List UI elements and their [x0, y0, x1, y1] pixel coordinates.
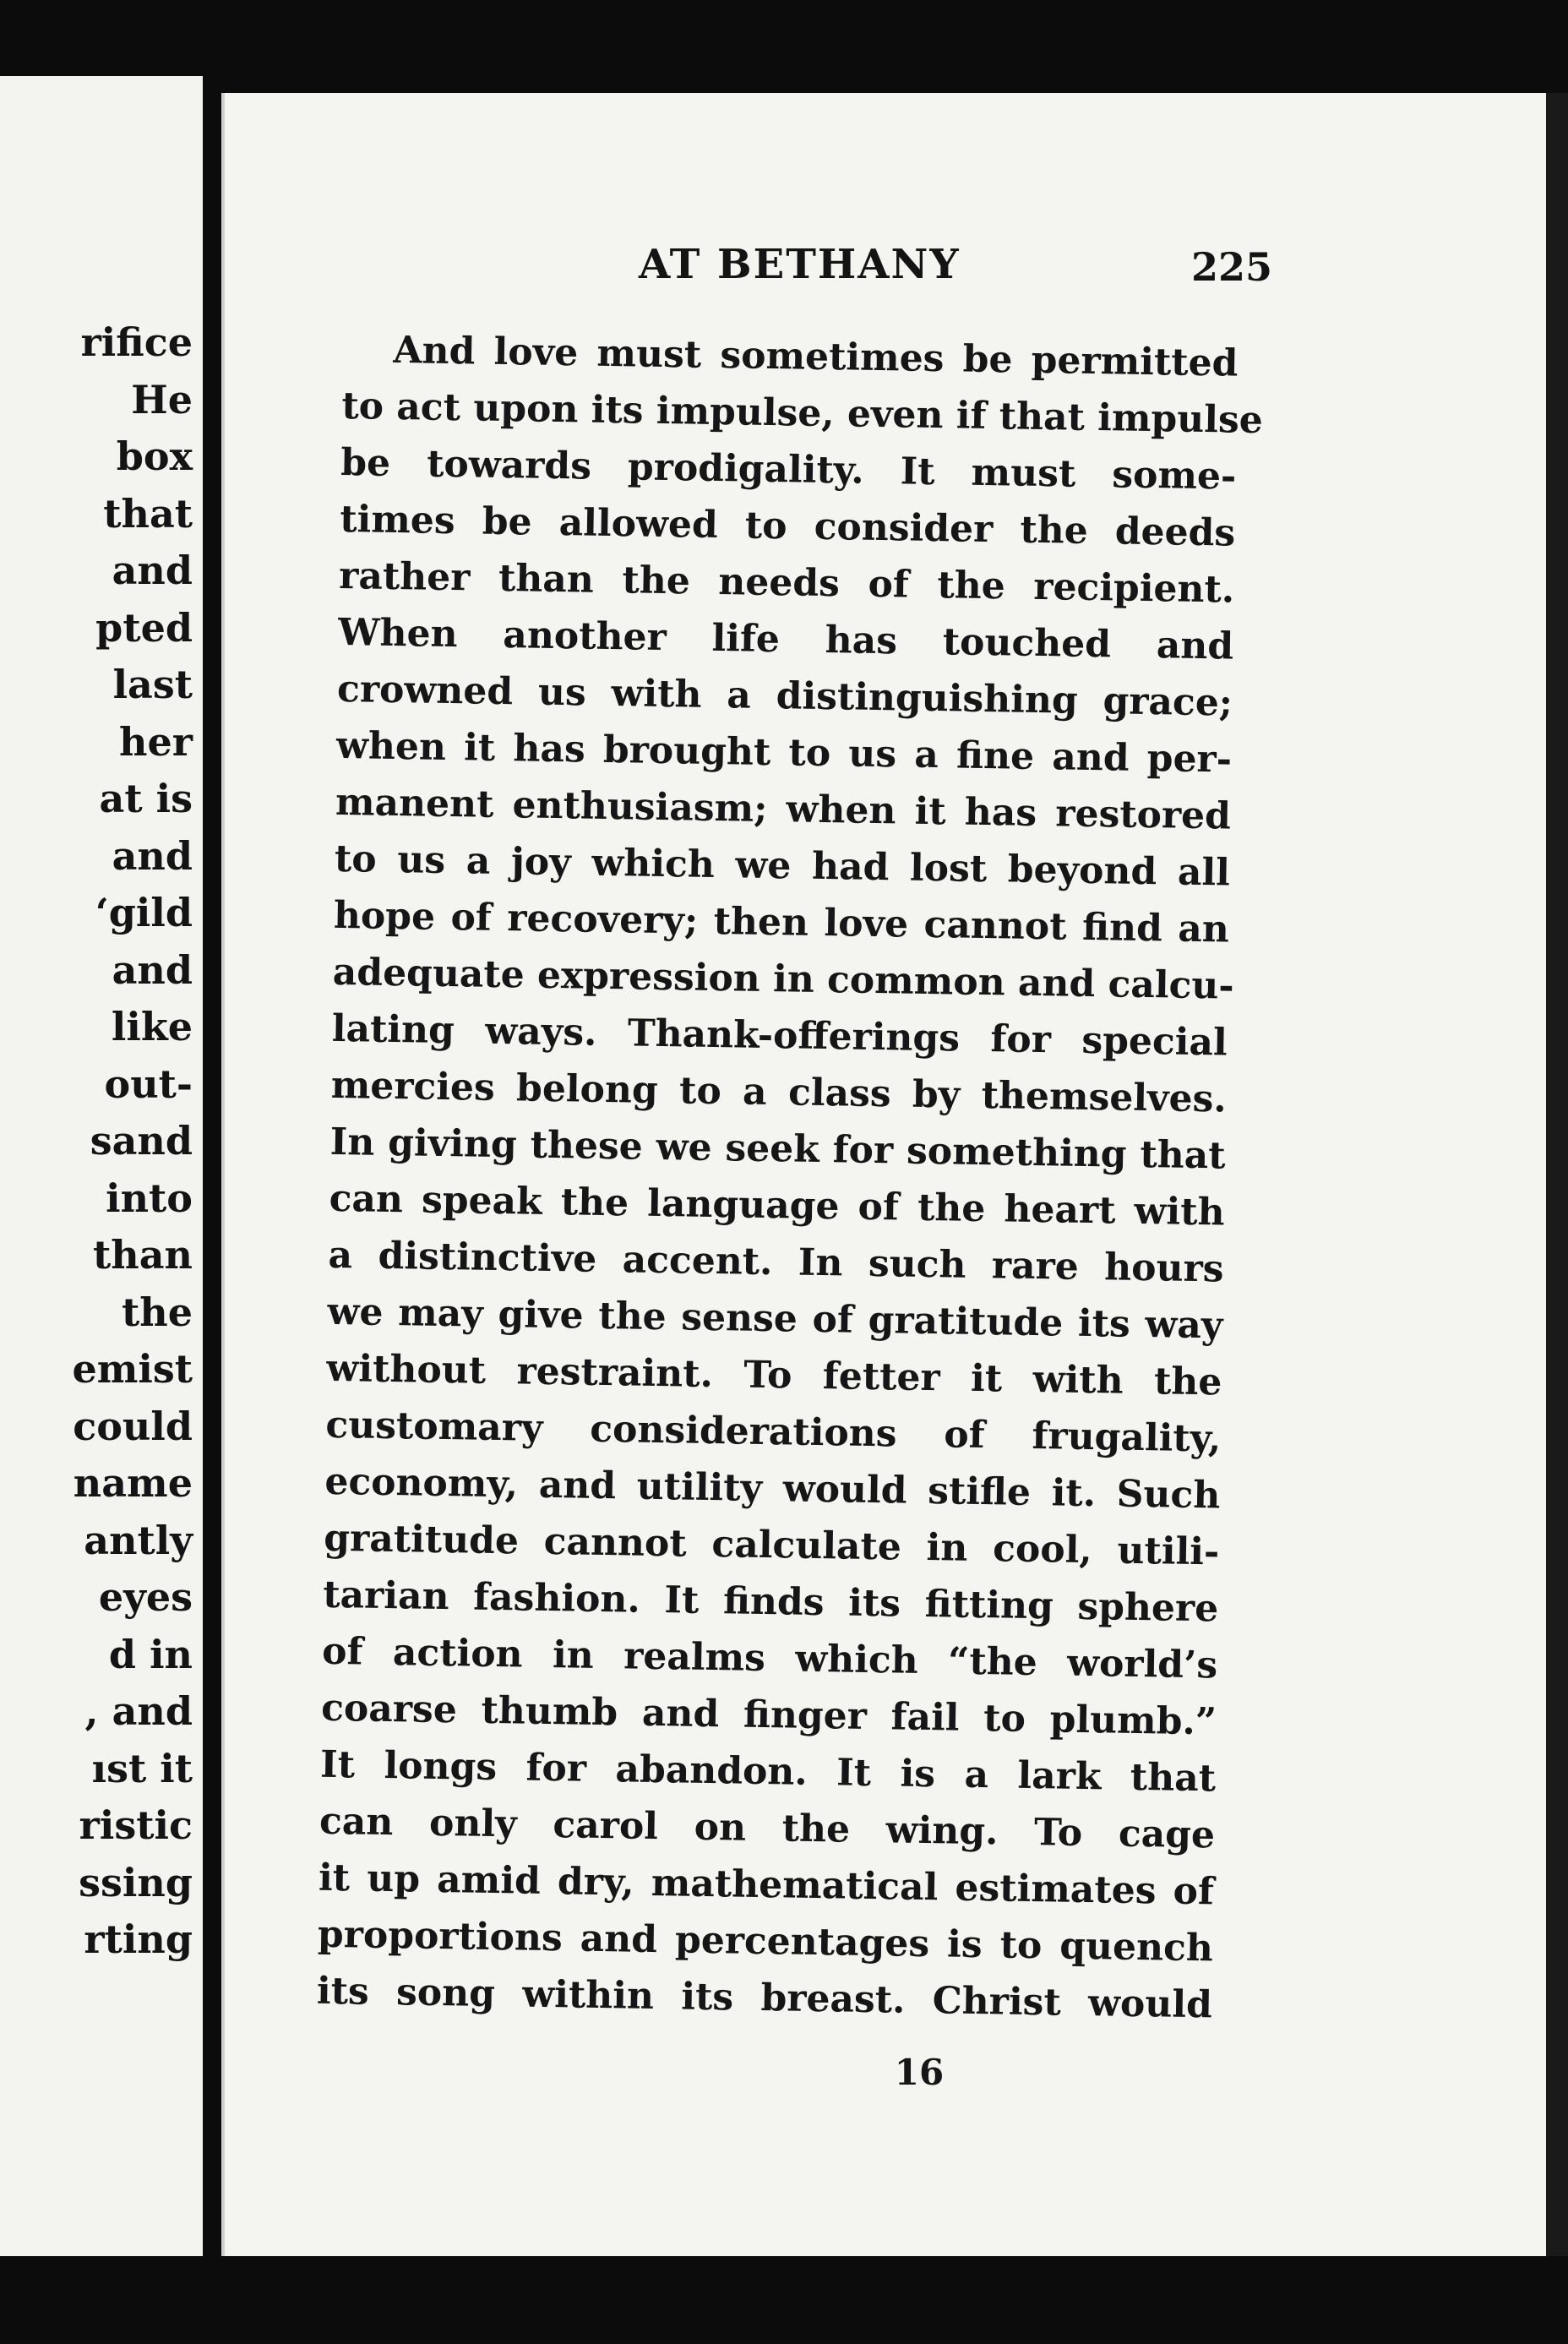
left-facing-page	[0, 76, 203, 2256]
left-page-line: and	[112, 548, 193, 593]
left-page-line: last	[112, 662, 193, 707]
text-line: lating ways. Thank-offerings for special	[331, 1006, 1228, 1065]
text-line: without restraint. To fetter it with the	[326, 1346, 1222, 1404]
text-line: gratitude cannot calculate in cool, utili-	[323, 1516, 1220, 1574]
left-page-line: like	[111, 1004, 193, 1049]
signature-mark: 16	[894, 2052, 945, 2093]
text-line: customary considerations of frugality,	[325, 1403, 1222, 1461]
text-line: be towards prodigality. It must some-	[340, 440, 1237, 499]
text-line: it up amid dry, mathematical estimates of	[318, 1856, 1215, 1914]
text-line: It longs for abandon. It is a lark that	[319, 1742, 1217, 1801]
left-page-line: antly	[84, 1517, 193, 1563]
text-line: When another life has touched and	[337, 610, 1234, 668]
text-line: to act upon its impulse, even if that impulse	[341, 384, 1264, 443]
left-page-line: d in	[108, 1631, 193, 1677]
text-line: its song within its breast. Christ would	[316, 1969, 1213, 2027]
left-page-line: box	[116, 433, 193, 479]
left-page-line: could	[73, 1403, 193, 1449]
left-page-line: at is	[99, 776, 193, 821]
left-page-line: eyes	[98, 1574, 193, 1620]
left-page-text-column	[72, 314, 193, 1969]
body-paragraph	[316, 321, 1264, 2033]
text-line: when it has brought to us a fine and per-	[335, 723, 1233, 782]
left-page-line: rting	[84, 1916, 193, 1962]
left-page-line: He	[131, 376, 193, 422]
text-line: crowned us with a distinguishing grace;	[336, 667, 1233, 725]
text-line: can speak the language of the heart with	[329, 1176, 1225, 1235]
text-line: we may give the sense of gratitude its way	[327, 1289, 1223, 1348]
left-page-line: the	[122, 1289, 193, 1335]
text-line: rather than the needs of the recipient.	[338, 553, 1235, 612]
left-page-line: ‘gild	[95, 890, 193, 935]
text-line: hope of recovery; then love cannot find an	[333, 893, 1230, 951]
page-edge-shadow	[1546, 93, 1568, 2256]
text-line: economy, and utility would stifle it. Such	[324, 1459, 1221, 1518]
text-line: can only carol on the wing. To cage	[318, 1799, 1216, 1857]
left-page-line: into	[106, 1175, 193, 1221]
page-number: 225	[1191, 244, 1273, 290]
running-title: AT BETHANY	[639, 241, 961, 288]
left-page-line: and	[112, 946, 193, 993]
left-page-line: ıst it	[91, 1745, 193, 1791]
left-page-line: pted	[95, 604, 193, 651]
left-page-line: rifice	[80, 319, 193, 365]
text-line: to us a joy which we had lost beyond all	[334, 837, 1231, 895]
text-line: of action in realms which “the world’s	[321, 1629, 1218, 1687]
right-page	[221, 93, 1546, 2256]
left-page-line: than	[93, 1232, 193, 1278]
left-page-line: emist	[72, 1346, 193, 1392]
left-page-line: and	[112, 832, 193, 879]
page-header	[225, 241, 1546, 300]
text-line: In giving these we seek for something that	[329, 1120, 1227, 1178]
text-line: And love must sometimes be permitted	[393, 328, 1239, 385]
left-page-line: that	[103, 490, 193, 537]
left-page-line: ristic	[79, 1802, 193, 1848]
text-line: adequate expression in common and calcu-	[332, 950, 1234, 1008]
left-page-line: ssing	[79, 1859, 193, 1905]
text-line: tarian fashion. It finds its fitting sphere	[322, 1573, 1219, 1631]
text-line: times be allowed to consider the deeds	[339, 497, 1236, 555]
left-page-line: her	[119, 718, 193, 765]
text-line: proportions and percentages is to quench	[317, 1912, 1214, 1971]
text-line: manent enthusiasm; when it has restored	[335, 780, 1232, 838]
text-line: mercies belong to a class by themselves.	[330, 1063, 1228, 1121]
left-page-line: , and	[84, 1688, 193, 1734]
text-line: coarse thumb and finger fail to plumb.”	[320, 1686, 1217, 1744]
text-line: a distinctive accent. In such rare hours	[328, 1233, 1224, 1291]
left-page-line: out-	[104, 1060, 193, 1107]
left-page-line: sand	[90, 1118, 193, 1164]
left-page-line: name	[73, 1460, 193, 1506]
